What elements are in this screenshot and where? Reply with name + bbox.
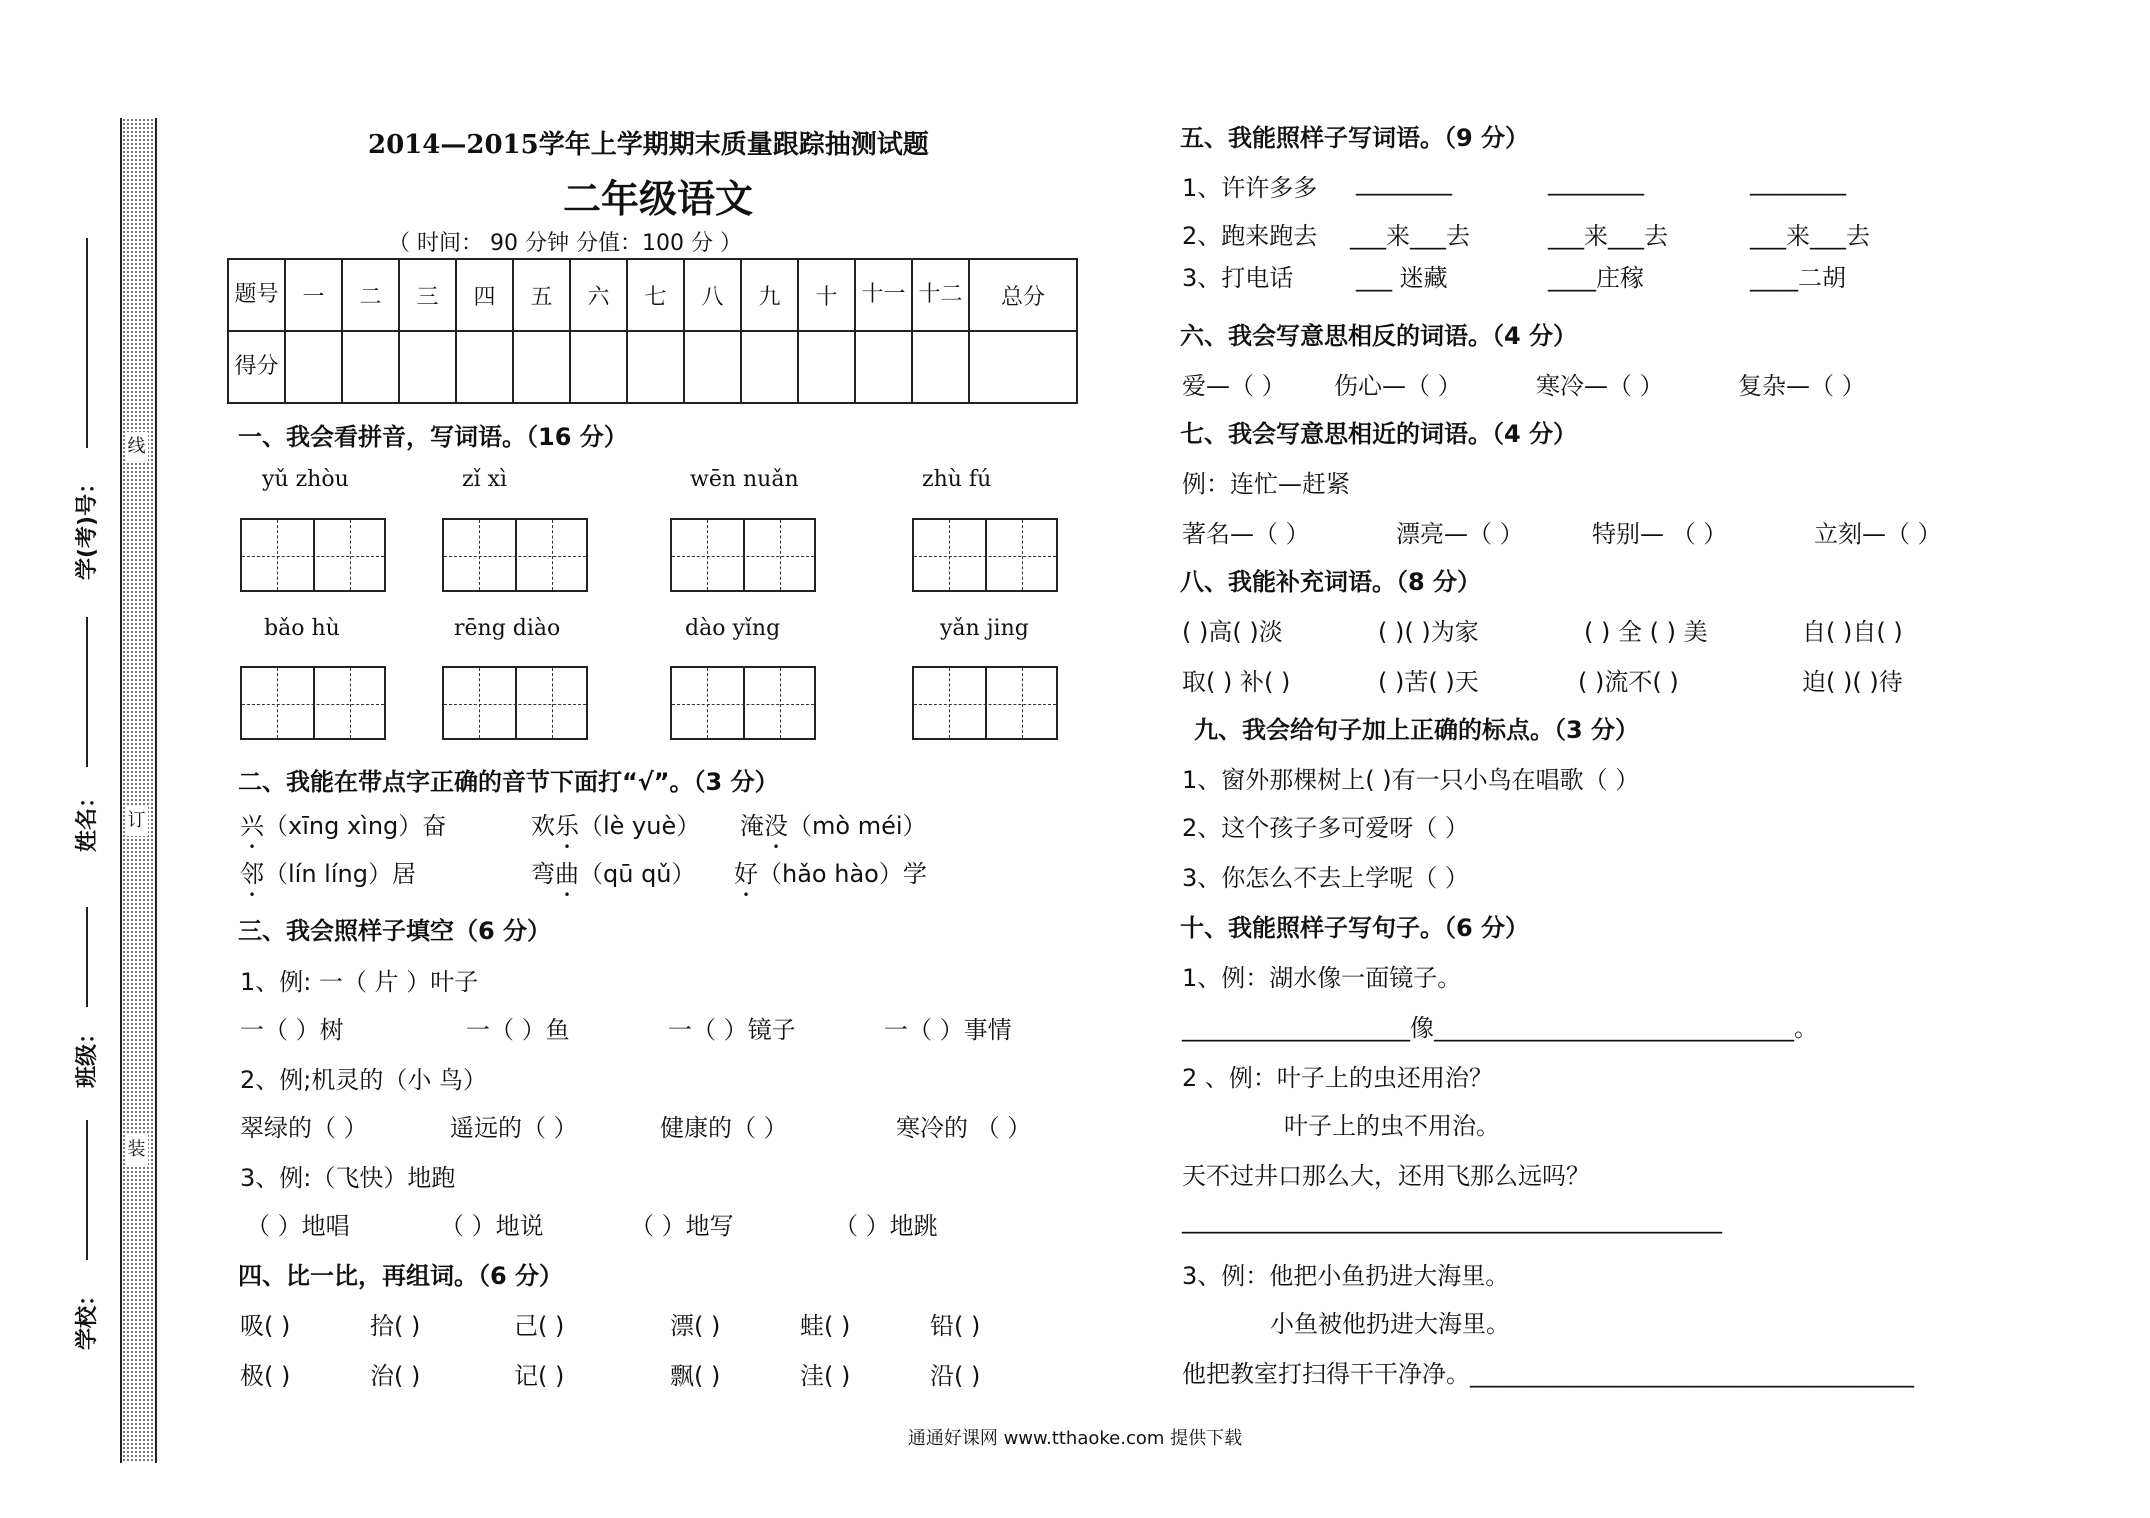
fill-item[interactable]: 翠绿的（ ） (240, 1114, 368, 1142)
sentence-blank[interactable]: 他把教室打扫得干干净净。_____________________________________ (1182, 1360, 1914, 1388)
score-col: 一 (285, 259, 342, 331)
fill-item[interactable]: （ ）地跳 (834, 1212, 938, 1240)
pinyin-choice-item[interactable]: 好（hǎo hào）学 (734, 860, 927, 888)
score-col: 三 (399, 259, 456, 331)
word-blank[interactable]: ___来___去 (1350, 222, 1470, 250)
idiom-item[interactable]: 取( ) 补( ) (1182, 668, 1291, 696)
section-4-title: 四、比一比，再组词。（6 分） (238, 1262, 564, 1290)
score-cell[interactable] (342, 331, 399, 403)
fill-item[interactable]: 一（ ）鱼 (466, 1016, 570, 1044)
fill-item[interactable]: 健康的（ ） (660, 1114, 788, 1142)
pinyin-choice-item[interactable]: 兴（xīng xìng）奋 (240, 812, 447, 840)
synonym-item[interactable]: 漂亮—（ ） (1396, 520, 1524, 548)
sentence-blank[interactable]: _____________________________________________ (1182, 1206, 1722, 1234)
word-blank[interactable]: ___来___去 (1548, 222, 1668, 250)
question-text: 天不过井口那么大，还用飞那么远吗？ (1182, 1162, 1590, 1190)
punctuation-item[interactable]: 1、窗外那棵树上( )有一只小鸟在唱歌（ ） (1182, 766, 1640, 794)
binding-mark-line: 线 (125, 432, 148, 462)
word-blank[interactable]: ____庄稼 (1548, 264, 1644, 292)
writing-grid[interactable] (240, 518, 386, 592)
score-cell[interactable] (399, 331, 456, 403)
school-label: 学校： (75, 1283, 100, 1350)
section-2-title: 二、我能在带点字正确的音节下面打“√”。（3 分） (238, 768, 779, 796)
score-table-row-label: 得分 (228, 331, 285, 403)
pinyin-label: yǔ zhòu (262, 467, 349, 492)
idiom-item[interactable]: ( )( )为家 (1378, 618, 1479, 646)
example-text: 小鱼被他扔进大海里。 (1270, 1310, 1510, 1338)
fill-item[interactable]: （ ）地说 (440, 1212, 544, 1240)
score-col: 十二 (912, 259, 969, 331)
example-text: 例：连忙—赶紧 (1182, 470, 1350, 498)
compare-item[interactable]: 吸( ) (240, 1312, 291, 1340)
binding-mark-bind: 订 (125, 806, 148, 836)
compare-item[interactable]: 洼( ) (800, 1362, 851, 1390)
score-col: 九 (741, 259, 798, 331)
example-text: 3、例:（飞快）地跑 (240, 1164, 456, 1192)
antonym-item[interactable]: 伤心—（ ） (1334, 372, 1462, 400)
name-label: 姓名： (75, 785, 100, 852)
idiom-item[interactable]: 迫( )( )待 (1802, 668, 1903, 696)
score-cell[interactable] (741, 331, 798, 403)
score-cell[interactable] (285, 331, 342, 403)
word-blank[interactable]: ____二胡 (1750, 264, 1846, 292)
compare-item[interactable]: 己( ) (514, 1312, 565, 1340)
score-col-total: 总分 (969, 259, 1077, 331)
antonym-item[interactable]: 寒冷—（ ） (1536, 372, 1664, 400)
example-text: 叶子上的虫不用治。 (1284, 1112, 1500, 1140)
fill-item[interactable]: 一（ ）事情 (884, 1016, 1012, 1044)
fill-item[interactable]: 寒冷的 （ ） (896, 1114, 1032, 1142)
writing-grid[interactable] (240, 666, 386, 740)
score-table-row-label: 题号 (228, 259, 285, 331)
pinyin-choice-item[interactable]: 淹没（mò méi） (740, 812, 927, 840)
punctuation-item[interactable]: 2、这个孩子多可爱呀（ ） (1182, 814, 1469, 842)
subject-title: 二年级语文 (563, 177, 754, 221)
score-col: 六 (570, 259, 627, 331)
section-7-title: 七、我会写意思相近的词语。（4 分） (1180, 420, 1578, 448)
section-3-title: 三、我会照样子填空（6 分） (238, 917, 552, 945)
idiom-item[interactable]: ( )高( )淡 (1182, 618, 1283, 646)
compare-item[interactable]: 治( ) (370, 1362, 421, 1390)
page-footer: 通通好课网 www.tthaoke.com 提供下载 (907, 1428, 1243, 1449)
score-col: 四 (456, 259, 513, 331)
word-blank[interactable]: ________ (1356, 168, 1452, 196)
word-example: 2、跑来跑去 (1182, 222, 1318, 250)
score-col: 十 (798, 259, 855, 331)
score-col: 七 (627, 259, 684, 331)
writing-grid[interactable] (912, 518, 1058, 592)
compare-item[interactable]: 飘( ) (670, 1362, 721, 1390)
word-blank[interactable]: ________ (1548, 168, 1644, 196)
score-cell[interactable] (513, 331, 570, 403)
pinyin-choice-item[interactable]: 弯曲（qū qǔ） (531, 860, 696, 888)
section-10-title: 十、我能照样子写句子。（6 分） (1180, 914, 1530, 942)
compare-item[interactable]: 极( ) (240, 1362, 291, 1390)
side-underline (86, 907, 88, 1007)
section-6-title: 六、我会写意思相反的词语。（4 分） (1180, 322, 1578, 350)
pinyin-label: rēng diào (454, 616, 561, 641)
side-underline (86, 617, 88, 767)
compare-item[interactable]: 蛙( ) (800, 1312, 851, 1340)
fill-item[interactable]: 一（ ）树 (240, 1016, 344, 1044)
score-cell[interactable] (684, 331, 741, 403)
compare-item[interactable]: 铅( ) (930, 1312, 981, 1340)
example-text: 3、例：他把小鱼扔进大海里。 (1182, 1262, 1510, 1290)
score-col: 十一 (855, 259, 912, 331)
compare-item[interactable]: 沿( ) (930, 1362, 981, 1390)
binding-strip (120, 118, 157, 1463)
pinyin-label: wēn nuǎn (690, 467, 799, 492)
pinyin-choice-item[interactable]: 邻（lín líng）居 (240, 860, 416, 888)
fill-item[interactable]: 一（ ）镜子 (668, 1016, 796, 1044)
fill-item[interactable]: （ ）地写 (630, 1212, 734, 1240)
section-8-title: 八、我能补充词语。（8 分） (1180, 568, 1482, 596)
score-cell-total[interactable] (969, 331, 1077, 403)
score-cell[interactable] (912, 331, 969, 403)
compare-item[interactable]: 记( ) (514, 1362, 565, 1390)
writing-grid[interactable] (670, 518, 816, 592)
writing-grid[interactable] (912, 666, 1058, 740)
antonym-item[interactable]: 爱—（ ） (1182, 372, 1286, 400)
section-1-title: 一、我会看拼音，写词语。（16 分） (238, 423, 628, 451)
idiom-item[interactable]: 自( )自( ) (1802, 618, 1903, 646)
score-col: 八 (684, 259, 741, 331)
student-id-label: 学(考)号： (75, 471, 100, 580)
pinyin-label: zhù fú (922, 467, 992, 492)
example-text: 1、例：湖水像一面镜子。 (1182, 964, 1462, 992)
class-label: 班级： (75, 1021, 100, 1088)
punctuation-item[interactable]: 3、你怎么不去上学呢（ ） (1182, 864, 1469, 892)
antonym-item[interactable]: 复杂—（ ） (1738, 372, 1866, 400)
fill-item[interactable]: 遥远的（ ） (450, 1114, 578, 1142)
example-text: 2 、例：叶子上的虫还用治？ (1182, 1064, 1493, 1092)
pinyin-label: bǎo hù (264, 616, 340, 641)
compare-item[interactable]: 拾( ) (370, 1312, 421, 1340)
compare-item[interactable]: 漂( ) (670, 1312, 721, 1340)
binding-mark-pack: 装 (125, 1135, 148, 1165)
section-9-title: 九、我会给句子加上正确的标点。（3 分） (1194, 716, 1640, 744)
score-cell[interactable] (456, 331, 513, 403)
word-example: 3、打电话 (1182, 264, 1294, 292)
score-table (227, 258, 1078, 404)
pinyin-choice-item[interactable]: 欢乐（lè yuè） (531, 812, 701, 840)
writing-grid[interactable] (670, 666, 816, 740)
score-col: 五 (513, 259, 570, 331)
section-5-title: 五、我能照样子写词语。（9 分） (1180, 124, 1530, 152)
word-example: 1、许许多多 (1182, 174, 1318, 202)
sentence-blank[interactable]: ___________________像______________________________。 (1182, 1014, 1818, 1042)
pinyin-label: yǎn jing (940, 616, 1029, 641)
writing-grid[interactable] (442, 666, 588, 740)
score-table-score-row (228, 331, 1077, 403)
score-col: 二 (342, 259, 399, 331)
side-underline (86, 238, 88, 448)
fill-item[interactable]: （ ）地唱 (246, 1212, 350, 1240)
pinyin-label: dào yǐng (685, 616, 781, 641)
score-table-header-row (228, 259, 1077, 331)
idiom-item[interactable]: ( )流不( ) (1578, 668, 1679, 696)
side-underline (86, 1120, 88, 1260)
word-blank[interactable]: ___来___去 (1750, 222, 1870, 250)
pinyin-label: zǐ xì (462, 467, 508, 492)
writing-grid[interactable] (442, 518, 588, 592)
example-text: 2、例;机灵的（小 鸟） (240, 1066, 487, 1094)
idiom-item[interactable]: ( ) 全 ( ) 美 (1584, 618, 1708, 646)
word-blank[interactable]: ________ (1750, 168, 1846, 196)
time-score-line: （ 时间： 90 分钟 分值：100 分 ） (388, 231, 742, 256)
word-blank[interactable]: ___ 迷藏 (1356, 264, 1448, 292)
exam-title: 2014—2015学年上学期期末质量跟踪抽测试题 (368, 130, 929, 160)
score-cell[interactable] (627, 331, 684, 403)
example-text: 1、例: 一（ 片 ）叶子 (240, 968, 479, 996)
synonym-item[interactable]: 特别— （ ） (1592, 520, 1728, 548)
synonym-item[interactable]: 著名—（ ） (1182, 520, 1310, 548)
idiom-item[interactable]: ( )苦( )天 (1378, 668, 1479, 696)
score-cell[interactable] (570, 331, 627, 403)
synonym-item[interactable]: 立刻—（ ） (1814, 520, 1942, 548)
score-cell[interactable] (798, 331, 855, 403)
score-cell[interactable] (855, 331, 912, 403)
